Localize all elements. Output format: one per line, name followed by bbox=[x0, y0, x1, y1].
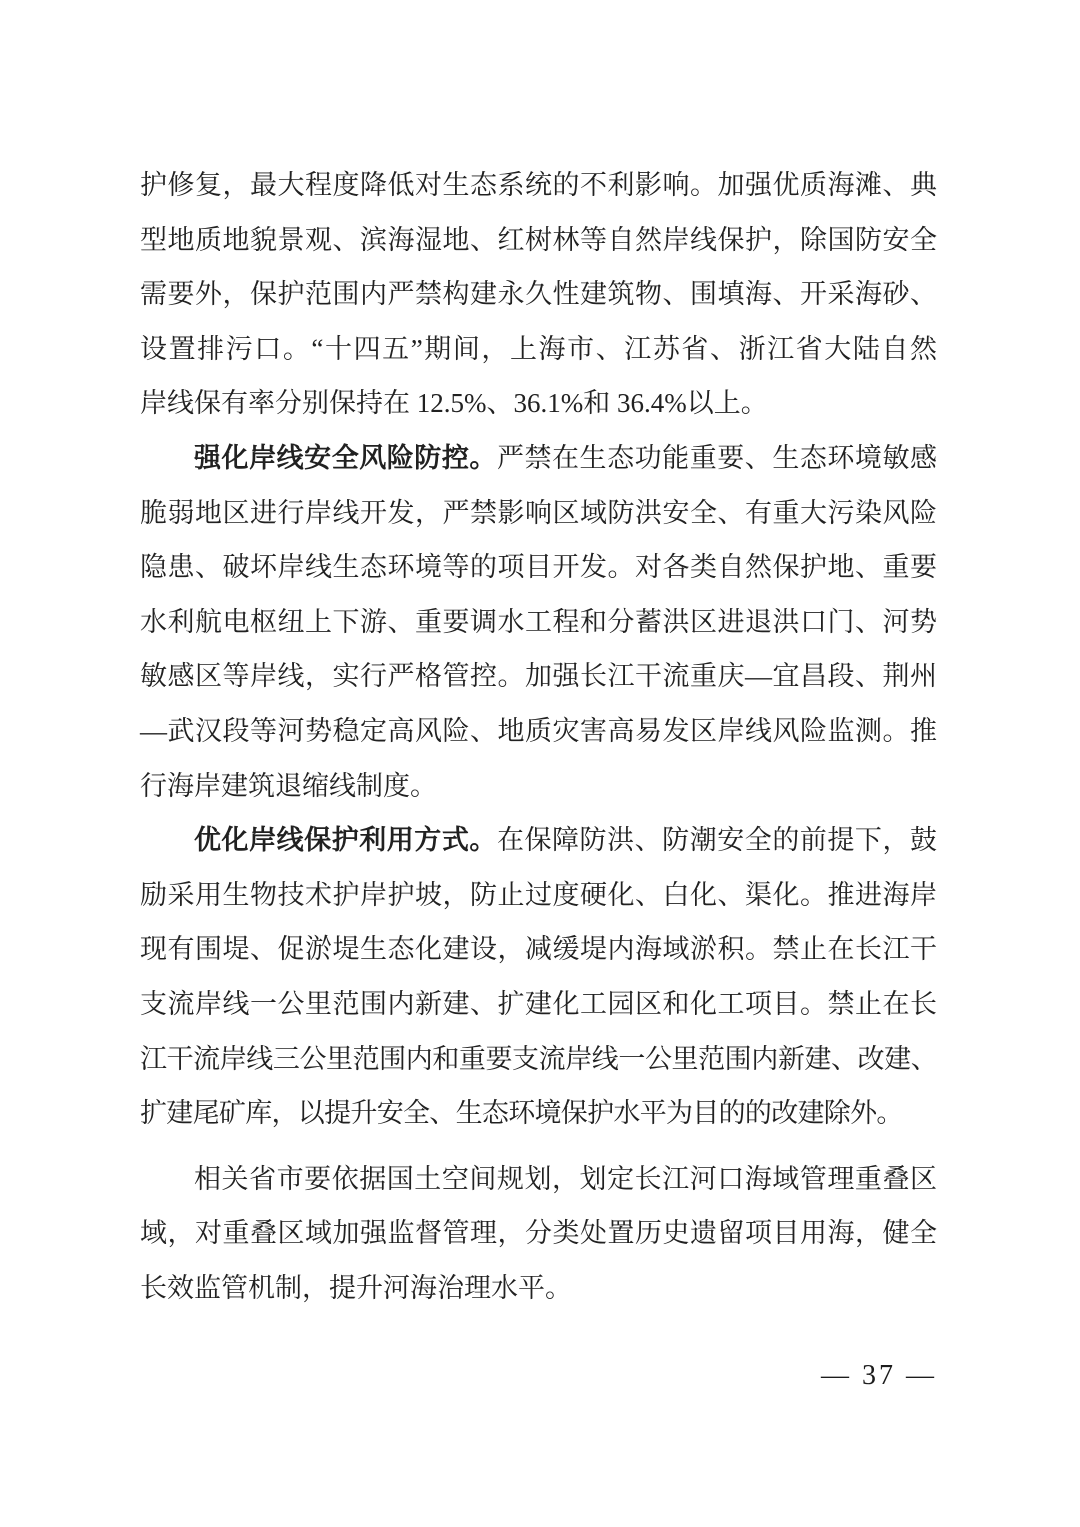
text-line: 扩建尾矿库，以提升安全、生态环境保护水平为目的的改建除外。 bbox=[140, 1098, 903, 1129]
text-line bbox=[140, 431, 937, 486]
text-line: 隐患、破坏岸线生态环境等的项目开发。对各类自然保护地、重要 bbox=[140, 552, 937, 583]
text-line: —武汉段等河势稳定高风险、地质灾害高易发区岸线风险监测。推 bbox=[140, 715, 937, 746]
paragraph-4 bbox=[140, 1152, 937, 1316]
text-line: 现有围堤、促淤堤生态化建设，减缓堤内海域淤积。禁止在长江干 bbox=[140, 934, 937, 965]
paragraph-2 bbox=[140, 431, 937, 813]
text-line: 型地质地貌景观、滨海湿地、红树林等自然岸线保护，除国防安全 bbox=[140, 224, 937, 255]
text-line: 需要外，保护范围内严禁构建永久性建筑物、围填海、开采海砂、 bbox=[140, 279, 937, 310]
text-line bbox=[140, 813, 937, 868]
paragraph-3 bbox=[140, 813, 937, 1141]
page-number-text: — 37 — bbox=[821, 1360, 937, 1391]
text-line: 水利航电枢纽上下游、重要调水工程和分蓄洪区进退洪口门、河势 bbox=[140, 606, 937, 637]
text-run: 在保障防洪、防潮安全的前提下，鼓 bbox=[496, 825, 938, 856]
text-line: 相关省市要依据国土空间规划，划定长江河口海域管理重叠区 bbox=[194, 1163, 937, 1194]
text-line: 江干流岸线三公里范围内和重要支流岸线一公里范围内新建、改建、 bbox=[140, 1043, 937, 1074]
text-line: 行海岸建筑退缩线制度。 bbox=[140, 770, 437, 801]
text-line: 护修复，最大程度降低对生态系统的不利影响。加强优质海滩、典 bbox=[140, 170, 937, 200]
text-line: 励采用生物技术护岸护坡，防止过度硬化、白化、渠化。推进海岸 bbox=[140, 879, 937, 910]
document-body bbox=[140, 158, 937, 1315]
text-line: 支流岸线一公里范围内新建、扩建化工园区和化工项目。禁止在长 bbox=[140, 988, 937, 1019]
text-line: 脆弱地区进行岸线开发，严禁影响区域防洪安全、有重大污染风险 bbox=[140, 497, 937, 528]
text-line: 长效监管机制，提升河海治理水平。 bbox=[140, 1272, 572, 1303]
text-run: 严禁在生态功能重要、生态环境敏感 bbox=[496, 442, 938, 473]
text-line: 敏感区等岸线，实行严格管控。加强长江干流重庆—宜昌段、荆州 bbox=[140, 661, 937, 692]
paragraph-lead-bold: 强化岸线安全风险防控。 bbox=[194, 442, 497, 473]
page-number bbox=[821, 1356, 937, 1396]
text-line: 岸线保有率分别保持在 12.5%、36.1%和 36.4%以上。 bbox=[140, 388, 768, 419]
text-line: 域，对重叠区域加强监督管理，分类处置历史遗留项目用海，健全 bbox=[140, 1218, 937, 1249]
paragraph-1 bbox=[140, 158, 937, 431]
paragraph-lead-bold: 优化岸线保护利用方式。 bbox=[194, 825, 497, 856]
text-line: 设置排污口。“十四五”期间，上海市、江苏省、浙江省大陆自然 bbox=[140, 333, 937, 364]
